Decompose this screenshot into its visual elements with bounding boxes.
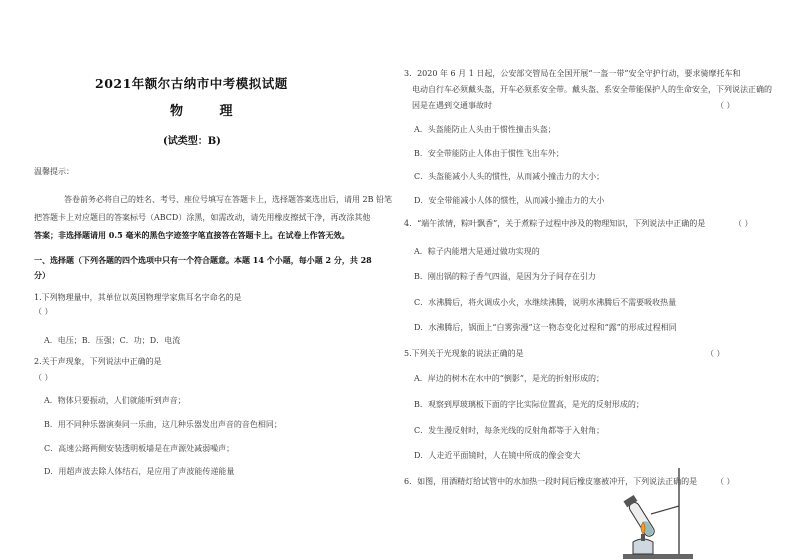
question-option: C．发生漫反射时，每条光线的反射角都等于入射角； — [414, 426, 605, 435]
stand-base — [623, 554, 693, 559]
apparatus-figure — [617, 462, 697, 560]
question-option: A．头盔能防止人头由于惯性撞击头盔； — [414, 125, 556, 134]
exam-title: 2021年额尔古纳市中考模拟试题 — [95, 76, 288, 91]
question-stem: 电动自行车必须戴头盔，开车必须系安全带。戴头盔、系安全带能保护人的生命安全，下列说法正确的 — [412, 85, 772, 94]
question-option: C．高速公路两侧安装透明板墙是在声源处减弱噪声； — [44, 444, 235, 453]
question-option: A．物体只要振动，人们就能听到声音； — [44, 396, 186, 405]
answer-paren: （ ） — [716, 101, 735, 110]
question-option: B．安全带能防止人体由于惯性飞出车外； — [414, 149, 564, 158]
section-heading: 一、选择题（下列各题的四个选项中只有一个符合题意。本题 14 个小题，每小题 2 分，共 28 — [34, 255, 372, 265]
question-stem: 4．“端午浓情，粽叶飘香”，关于煮粽子过程中涉及的物理知识，下列说法中正确的是 — [404, 219, 706, 228]
question-option: D．用超声波去除人体结石，是应用了声波能传递能量 — [44, 467, 235, 476]
question-stem: 3．2020 年 6 月 1 日起，公安部交管局在全国开展“一盔一带”安全守护行动，要求骑摩托车和 — [404, 69, 741, 78]
clamp-arm — [651, 506, 679, 514]
question-option: D．人走近平面镜时，人在镜中所成的像会变大 — [414, 451, 581, 460]
section-heading: 分） — [34, 270, 50, 280]
question-stem: 2.关于声现象，下列说法中正确的是 — [34, 357, 162, 366]
answer-paren: （ ） — [716, 477, 735, 486]
notice-line: 把答题卡上对应题目的答案标号（ABCD）涂黑，如需改动，请先用橡皮擦拭干净，再改涂其他 — [34, 213, 371, 222]
notice-label: 温馨提示： — [34, 167, 74, 176]
answer-paren: （ ） — [34, 307, 53, 316]
answer-paren: （ ） — [734, 219, 753, 228]
paper-type: (试类型：B) — [163, 136, 221, 147]
question-option: D．水沸腾后，锅面上“白雾弥漫”这一物态变化过程和“露”的形成过程相同 — [414, 323, 677, 332]
question-option: C．头盔能减小人头的惯性，从而减小撞击力的大小； — [414, 172, 605, 181]
question-stem: 5.下列关于光现象的说法正确的是 — [404, 349, 524, 358]
question-option: A．电压；B．压强；C．功；D．电流 — [44, 336, 181, 345]
question-option: C．水沸腾后，将火调成小火，水继续沸腾，说明水沸腾后不需要吸收热量 — [414, 298, 677, 307]
question-stem: 1.下列物理量中，其单位以英国物理学家焦耳名字命名的是 — [34, 293, 242, 302]
test-tube — [623, 495, 656, 539]
question-option: B．用不同种乐器演奏同一乐曲，这几种乐器发出声音的音色相同； — [44, 420, 282, 429]
notice-line: 答卷前务必将自己的姓名、考号、座位号填写在答题卡上，选择题答案选出后，请用 2B 铅笔 — [64, 195, 393, 204]
question-stem: 因是在遇到交通事故时 — [412, 101, 492, 110]
answer-paren: （ ） — [34, 373, 53, 382]
question-stem: 6．如图，用酒精灯给试管中的水加热一段时间后橡皮塞被冲开，下列说法正确的是 — [404, 477, 698, 486]
question-option: A．岸边的树木在水中的“倒影”，是光的折射形成的； — [414, 374, 604, 383]
question-option: D．安全带能减小人体的惯性，从而减小撞击力的大小 — [414, 196, 605, 205]
question-option: B．刚出锅的粽子香气四溢，是因为分子间存在引力 — [414, 272, 596, 281]
subject-title: 物 理 — [170, 104, 249, 119]
question-option: A．粽子内能增大是通过做功实现的 — [414, 247, 540, 256]
notice-line: 答案；非选择题请用 0.5 毫米的黑色字迹签字笔直接答在答题卡上。在试卷上作答无效。 — [34, 230, 350, 240]
question-option: B．观察到厚玻璃板下面的字比实际位置高，是光的反射形成的； — [414, 400, 644, 409]
alcohol-lamp — [633, 539, 653, 554]
answer-paren: （ ） — [706, 349, 725, 358]
